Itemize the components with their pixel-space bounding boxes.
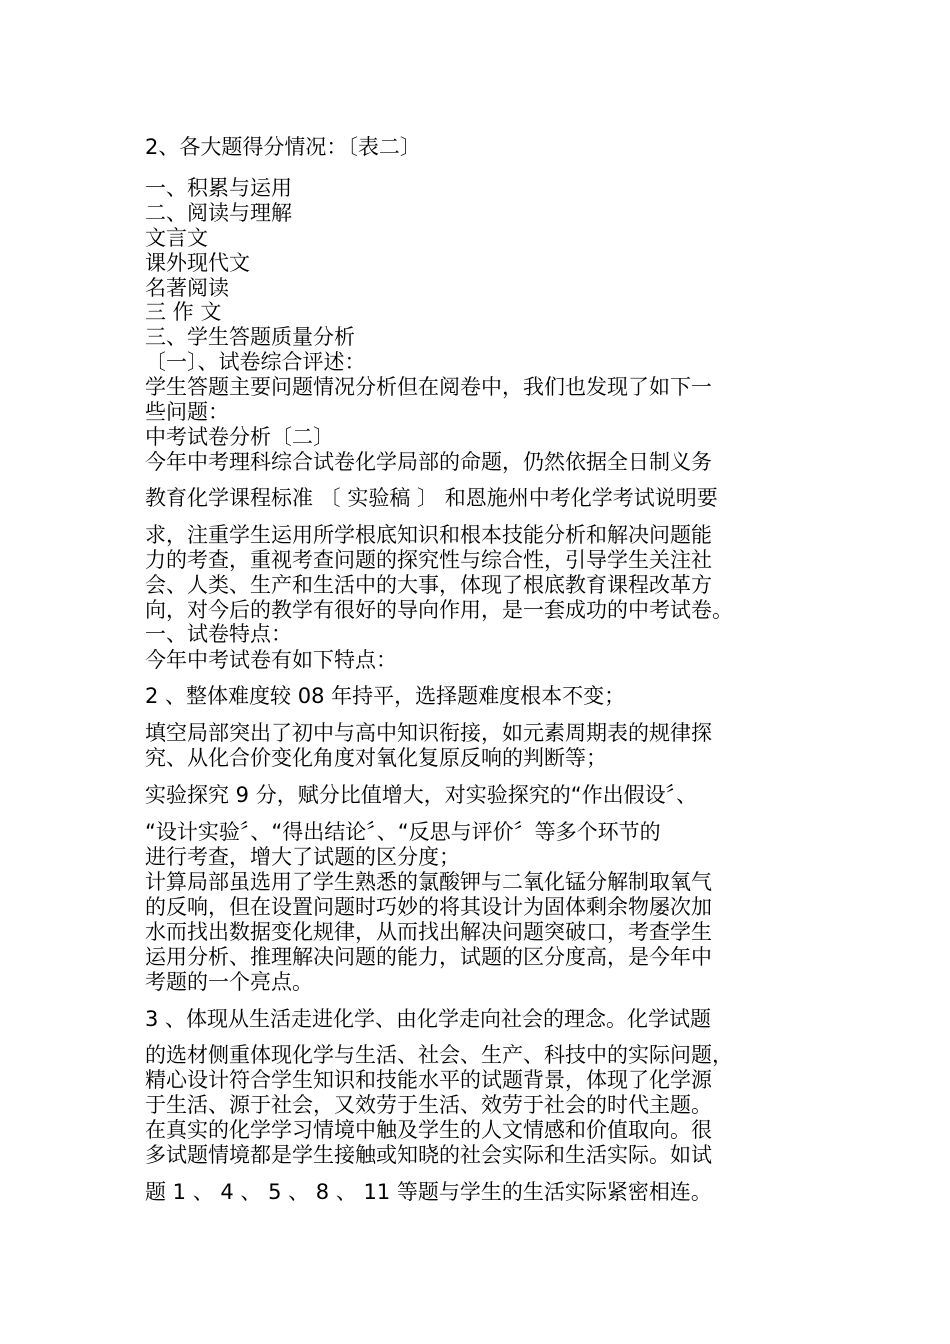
paragraph-line: 多试题情境都是学生接触或知晓的社会实际和生活实际。如试 — [145, 1143, 712, 1167]
paragraph-line: 教育化学课程标准 〔 实验稿 〕 和恩施州中考化学考试说明要 — [145, 486, 718, 510]
document-subtitle: 中考试卷分析〔二〕 — [145, 425, 334, 449]
table-row-label: 课外现代文 — [145, 251, 250, 275]
paragraph-line: 题 1 、 4 、 5 、 8 、 11 等题与学生的生活实际紧密相连。 — [145, 1180, 712, 1204]
paragraph-line: 些问题： — [145, 400, 229, 424]
section-heading-features: 一、试卷特点： — [145, 622, 292, 646]
paragraph-line: 实验探究 9 分，赋分比值增大，对实验探究的“作出假设〞、 — [145, 783, 698, 807]
paragraph-line: 的选材侧重体现化学与生活、社会、生产、科技中的实际问题， — [145, 1043, 733, 1067]
table-row-label: 一、积累与运用 — [145, 176, 292, 200]
paragraph-line: 考题的一个亮点。 — [145, 970, 313, 994]
paragraph-line: 力的考查，重视考查问题的探究性与综合性，引导学生关注社 — [145, 548, 712, 572]
paragraph-line: 今年中考试卷有如下特点： — [145, 648, 397, 672]
paragraph-line: “设计实验〞、“得出结论〞、“反思与评价〞等多个环节的 — [145, 820, 661, 844]
table-row-label: 名著阅读 — [145, 276, 229, 300]
paragraph-line: 在真实的化学学习情境中触及学生的人文情感和价值取向。很 — [145, 1118, 712, 1142]
table-row-label: 文言文 — [145, 226, 208, 250]
paragraph-line: 向，对今后的教学有很好的导向作用，是一套成功的中考试卷。 — [145, 598, 733, 622]
list-item: 2 、整体难度较 08 年持平，选择题难度根本不变； — [145, 684, 626, 708]
paragraph-line: 求，注重学生运用所学根底知识和根本技能分析和解决问题能 — [145, 523, 712, 547]
subsection-heading: 〔一〕、试卷综合评述： — [145, 350, 366, 374]
paragraph-line: 于生活、源于社会，又效劳于生活、效劳于社会的时代主题。 — [145, 1093, 712, 1117]
paragraph-line: 会、人类、生产和生活中的大事，体现了根底教育课程改革方 — [145, 573, 712, 597]
list-item: 3 、体现从生活走进化学、由化学走向社会的理念。化学试题 — [145, 1007, 712, 1031]
paragraph-line: 进行考查，增大了试题的区分度； — [145, 845, 460, 869]
section-heading-analysis: 三、学生答题质量分析 — [145, 325, 355, 349]
table-row-label: 二、阅读与理解 — [145, 201, 292, 225]
paragraph-line: 的反响，但在设置问题时巧妙的将其设计为固体剩余物屡次加 — [145, 895, 712, 919]
paragraph-line: 填空局部突出了初中与高中知识衔接，如元素周期表的规律探 — [145, 721, 712, 745]
paragraph-line: 究、从化合价变化角度对氧化复原反响的判断等； — [145, 746, 607, 770]
paragraph-line: 精心设计符合学生知识和技能水平的试题背景，体现了化学源 — [145, 1068, 712, 1092]
paragraph-line: 水而找出数据变化规律，从而找出解决问题突破口，考查学生 — [145, 920, 712, 944]
paragraph-line: 今年中考理科综合试卷化学局部的命题，仍然依据全日制义务 — [145, 450, 712, 474]
paragraph-line: 学生答题主要问题情况分析但在阅卷中，我们也发现了如下一 — [145, 375, 712, 399]
section-heading-scores: 2、各大题得分情况：〔表二〕 — [145, 135, 421, 159]
paragraph-line: 运用分析、推理解决问题的能力，试题的区分度高，是今年中 — [145, 945, 712, 969]
table-row-label: 三 作 文 — [145, 300, 222, 324]
paragraph-line: 计算局部虽选用了学生熟悉的氯酸钾与二氧化锰分解制取氧气 — [145, 870, 712, 894]
